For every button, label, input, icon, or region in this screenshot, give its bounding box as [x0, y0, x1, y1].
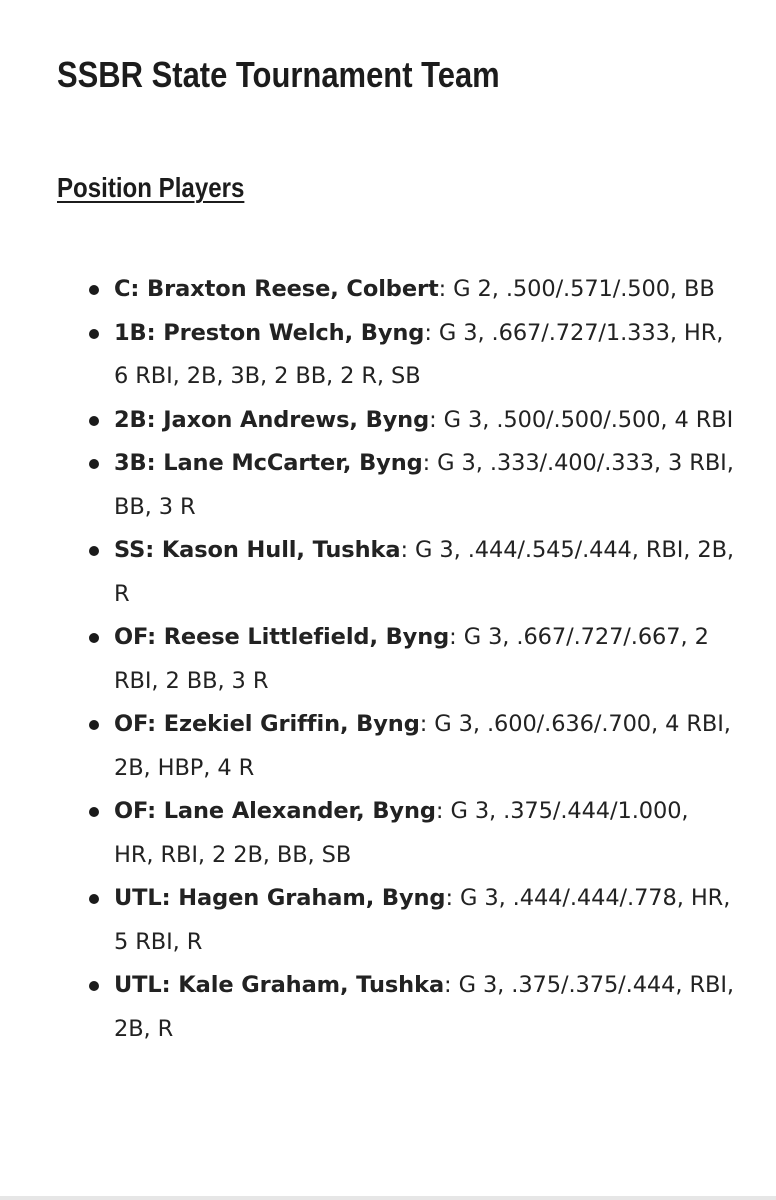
list-item [114, 616, 734, 703]
player-stats: : G 3, .333/.400/.333, 3 RBI, BB, 3 R [114, 450, 734, 520]
page-title: SSBR State Tournament Team [57, 54, 500, 95]
section-heading: Position Players [57, 172, 245, 203]
player-name: 2B: Jaxon Andrews, Byng [114, 406, 430, 433]
player-list [114, 268, 734, 1051]
list-item [114, 399, 734, 443]
player-stats: : G 2, .500/.571/.500, BB [438, 276, 715, 302]
list-item [114, 964, 734, 1051]
list-item [114, 312, 734, 399]
list-item [114, 703, 734, 790]
player-name: SS: Kason Hull, Tushka [114, 537, 401, 563]
player-stats: : G 3, .444/.545/.444, RBI, 2B, R [114, 537, 734, 607]
player-stats: : G 3, .600/.636/.700, 4 RBI, 2B, HBP, 4 R [114, 711, 731, 781]
list-item [114, 268, 734, 312]
player-name: UTL: Hagen Graham, Byng [114, 885, 446, 911]
player-name: OF: Lane Alexander, Byng [114, 798, 436, 824]
list-item [114, 442, 734, 529]
player-name: OF: Ezekiel Griffin, Byng [114, 711, 420, 737]
list-item [114, 529, 734, 616]
player-name: UTL: Kale Graham, Tushka [114, 972, 445, 998]
player-name: OF: Reese Littlefield, Byng [114, 624, 450, 650]
player-stats: : G 3, .500/.500/.500, 4 RBI [429, 406, 734, 433]
player-stats: : G 3, .375/.444/1.000, HR, RBI, 2 2B, BB, SB [114, 798, 689, 868]
player-name: C: Braxton Reese, Colbert [114, 276, 439, 302]
player-name: 3B: Lane McCarter, Byng [114, 450, 423, 476]
list-item [114, 877, 734, 964]
bottom-divider [0, 1196, 776, 1200]
player-name: 1B: Preston Welch, Byng [114, 319, 425, 346]
list-item [114, 790, 734, 877]
player-stats: : G 3, .375/.375/.444, RBI, 2B, R [114, 972, 734, 1042]
player-stats: : G 3, .667/.727/.667, 2 RBI, 2 BB, 3 R [114, 624, 709, 694]
player-stats: : G 3, .444/.444/.778, HR, 5 RBI, R [114, 885, 731, 955]
player-stats: : G 3, .667/.727/1.333, HR, 6 RBI, 2B, 3B, 2 BB, 2 R, SB [114, 319, 724, 389]
